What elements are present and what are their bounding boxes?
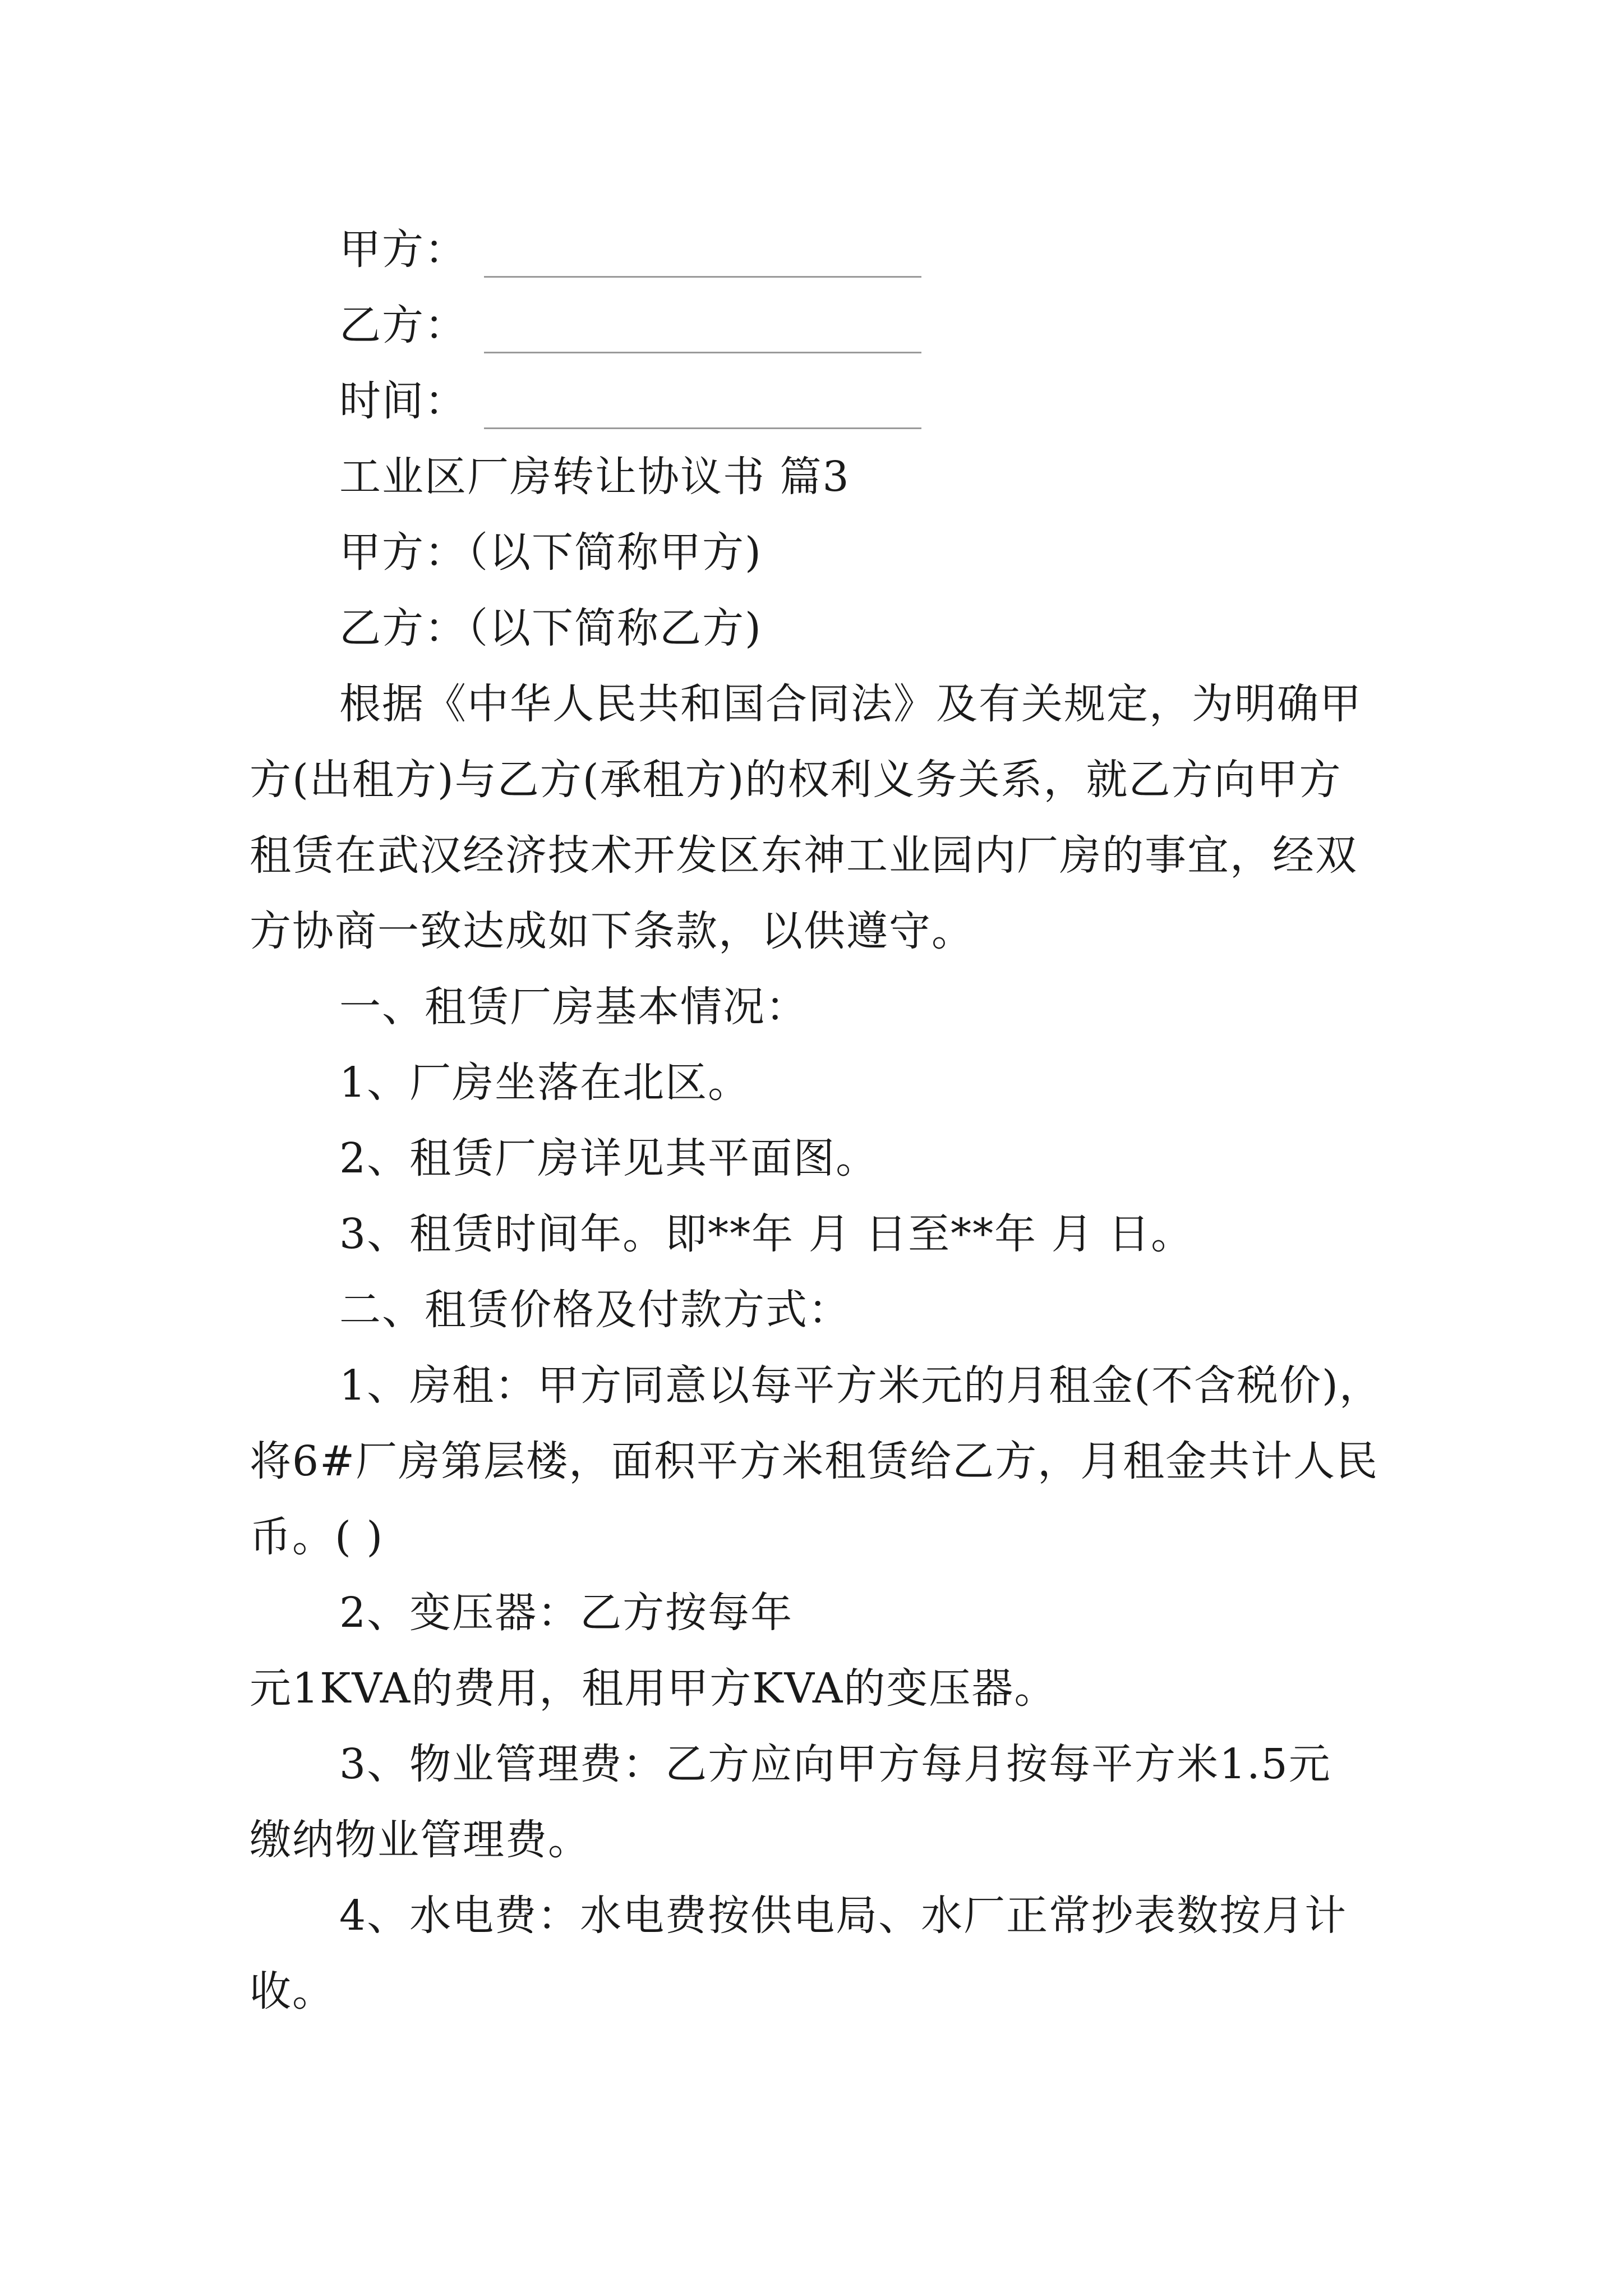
signature-time: [339, 373, 921, 429]
intro-line-1: 根据《中华人民共和国合同法》及有关规定，为明确甲: [339, 680, 1362, 728]
section-1-heading: 一、租赁厂房基本情况：: [339, 983, 808, 1031]
time-label: 时间：: [339, 377, 467, 425]
party-a-blank-line: [484, 242, 921, 278]
party-a-label: 甲方：: [339, 226, 467, 274]
section-1-item-1: 1、厂房坐落在北区。: [339, 1059, 751, 1107]
transformer-line-2: 元1KVA的费用，租用甲方KVA的变压器。: [250, 1664, 1057, 1713]
intro-line-2: 方(出租方)与乙方(承租方)的权利义务关系，就乙方向甲方: [250, 756, 1342, 804]
utilities-line-2: 收。: [250, 1967, 335, 2016]
document-title: 工业区厂房转让协议书 篇3: [339, 453, 850, 501]
intro-line-4: 方协商一致达成如下条款，以供遵守。: [250, 907, 974, 955]
signature-party-b: [339, 297, 921, 353]
time-blank-line: [484, 394, 921, 429]
rent-line-1: 1、房租：甲方同意以每平方米元的月租金(不含税价)，: [339, 1361, 1382, 1410]
property-fee-line-1: 3、物业管理费：乙方应向甲方每月按每平方米1.5元: [339, 1740, 1331, 1788]
property-fee-line-2: 缴纳物业管理费。: [250, 1816, 591, 1864]
party-b-blank-line: [484, 318, 921, 353]
utilities-line-1: 4、水电费：水电费按供电局、水厂正常抄表数按月计: [339, 1892, 1348, 1940]
rent-line-2: 将6#厂房第层楼，面积平方米租赁给乙方，月租金共计人民: [250, 1437, 1379, 1485]
signature-party-a: [339, 222, 921, 278]
rent-line-3: 币。( ): [250, 1513, 384, 1561]
section-2-heading: 二、租赁价格及付款方式：: [339, 1286, 851, 1334]
section-1-item-3: 3、租赁时间年。即**年 月 日至**年 月 日。: [339, 1210, 1194, 1258]
party-b-label: 乙方：: [339, 301, 467, 349]
transformer-line-1: 2、变压器：乙方按每年: [339, 1589, 794, 1637]
intro-line-3: 租赁在武汉经济技术开发区东神工业园内厂房的事宜，经双: [250, 831, 1358, 880]
section-1-item-2: 2、租赁厂房详见其平面图。: [339, 1134, 879, 1182]
party-b-line: 乙方：（以下简称乙方): [339, 604, 762, 652]
party-a-line: 甲方：（以下简称甲方): [339, 528, 762, 577]
